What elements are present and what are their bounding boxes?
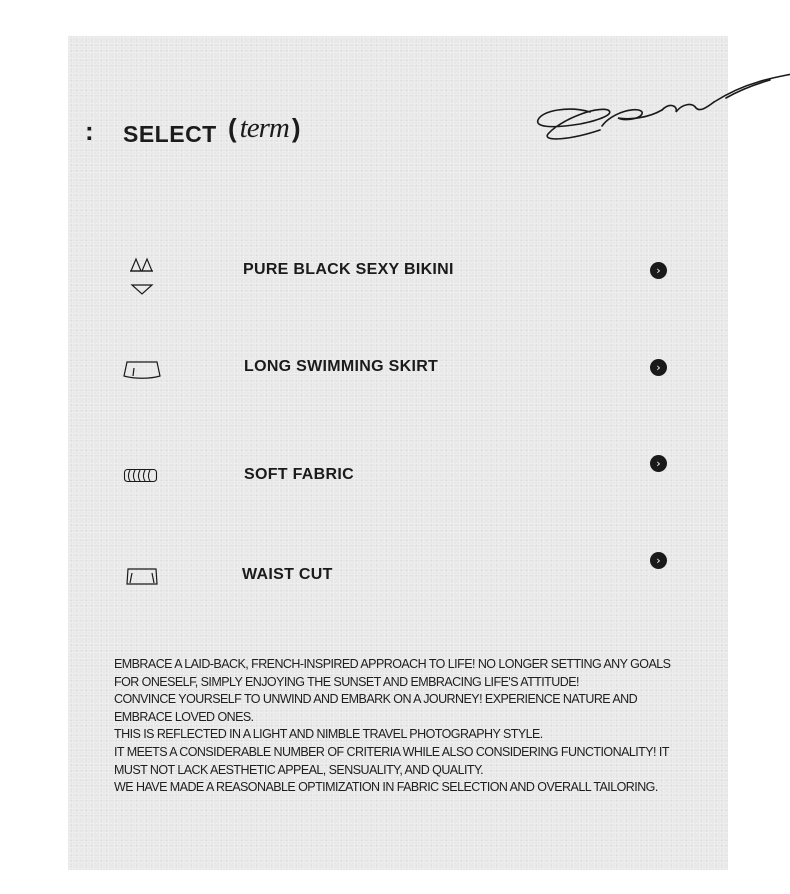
page-title: SELECT: [123, 121, 217, 147]
description-text: [114, 656, 674, 797]
paren-open: (: [228, 113, 237, 143]
chevron-right-icon[interactable]: ›: [650, 359, 667, 376]
feature-label-waist-cut: WAIST CUT: [242, 566, 333, 583]
chevron-right-icon[interactable]: ›: [650, 455, 667, 472]
skirt-icon: [122, 359, 162, 381]
description-paragraph: THIS IS REFLECTED IN A LIGHT AND NIMBLE TRAVEL PHOTOGRAPHY STYLE.: [114, 727, 543, 742]
signature-scribble-icon: [530, 68, 790, 158]
feature-label-fabric: SOFT FABRIC: [244, 466, 354, 483]
title-term: [228, 114, 301, 143]
bikini-icon: [128, 255, 156, 297]
feature-label-bikini: PURE BLACK SEXY BIKINI: [243, 261, 454, 278]
paren-close: ): [291, 113, 301, 143]
description-paragraph: WE HAVE MADE A REASONABLE OPTIMIZATION IN FABRIC SELECTION AND OVERALL TAILORING.: [114, 780, 658, 795]
feature-label-skirt: LONG SWIMMING SKIRT: [244, 358, 439, 375]
description-paragraph: IT MEETS A CONSIDERABLE NUMBER OF CRITERIA WHILE ALSO CONSIDERING FUNCTIONALITY! IT MUST NOT LACK AESTHETIC APPEAL, SENSUALITY, AND QUALITY.: [114, 744, 669, 777]
term-word: term: [239, 112, 289, 144]
chevron-right-icon[interactable]: ›: [650, 552, 667, 569]
fabric-icon: [123, 467, 159, 485]
description-paragraph: CONVINCE YOURSELF TO UNWIND AND EMBARK ON A JOURNEY! EXPERIENCE NATURE AND EMBRACE LOVED ONES.: [114, 692, 638, 724]
chevron-right-icon[interactable]: ›: [650, 262, 667, 279]
waist-cut-icon: [124, 566, 160, 588]
header-marker: :: [85, 116, 94, 146]
description-paragraph: EMBRACE A LAID-BACK, FRENCH-INSPIRED APPROACH TO LIFE! NO LONGER SETTING ANY GOALS FOR ONESELF, SIMPLY ENJOYING THE SUNSET AND EMBRACING LIFE'S ATTITUDE!: [114, 657, 671, 689]
